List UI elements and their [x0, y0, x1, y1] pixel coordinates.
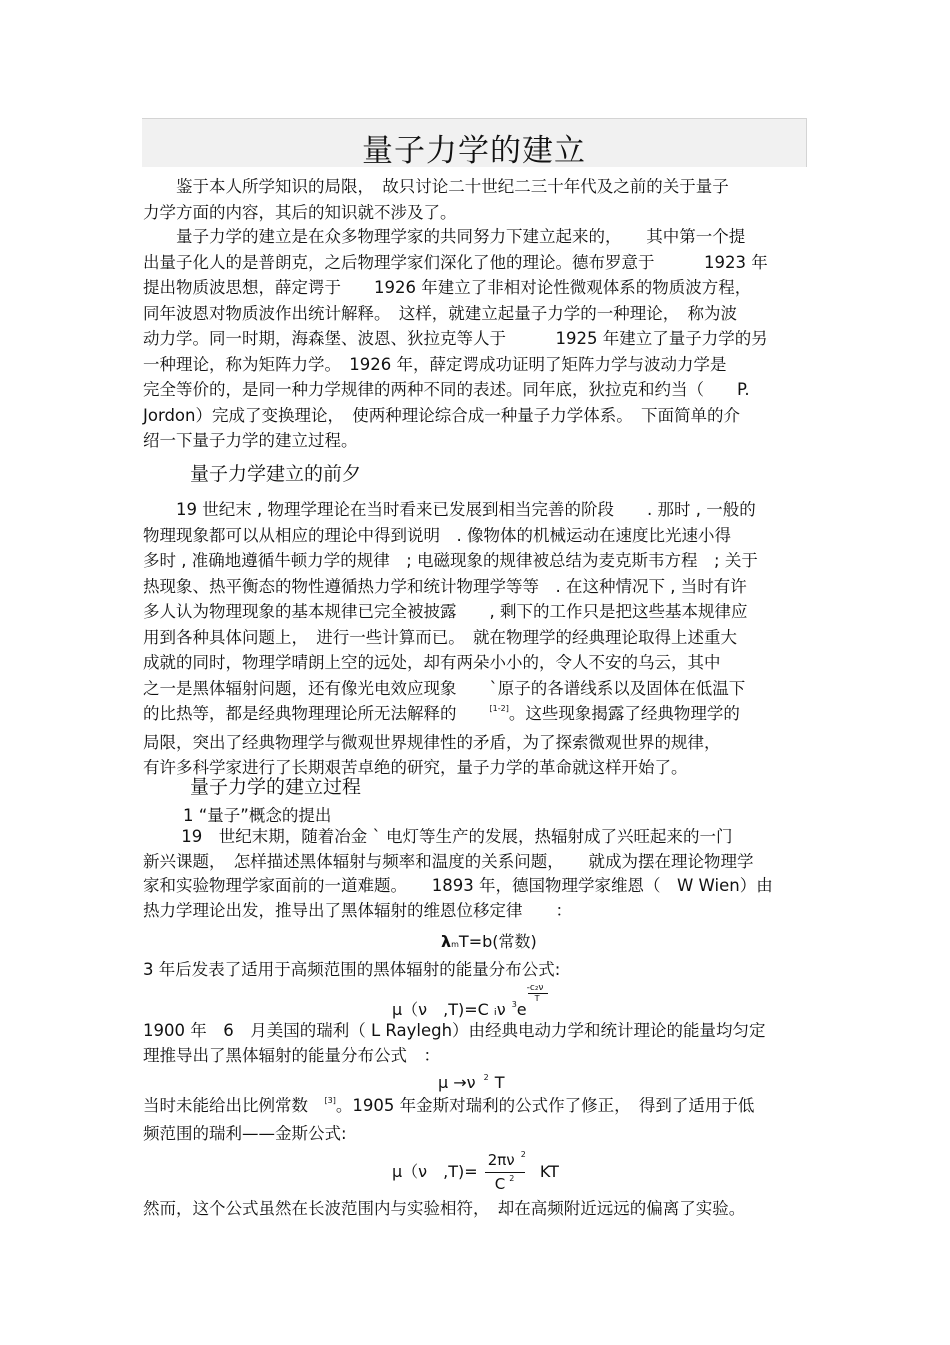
superscript: 2	[483, 1073, 489, 1082]
intro-paragraph-2	[143, 224, 809, 454]
formula-rhs: KT	[539, 1162, 559, 1181]
text-fragment: 。1905 年金斯对瑞利的公式作了修正， 得到了适用于低	[335, 1096, 755, 1115]
text-line	[143, 1094, 809, 1122]
fraction-bar	[485, 1172, 525, 1173]
superscript: 2	[520, 1149, 526, 1159]
wien-intro-line: 3 年后发表了适用于高频范围的黑体辐射的能量分布公式:	[143, 960, 561, 979]
formula-text: T	[494, 1073, 505, 1092]
text-line	[143, 701, 809, 730]
subsection-heading-quantum: 1 “量子”概念的提出	[183, 806, 332, 825]
text-line: 多人认为物理现象的基本规律已完全被披露 , 剩下的工作只是把这些基本规律应	[143, 602, 748, 621]
text-line: 热现象、热平衡态的物性遵循热力学和统计物理学等等 . 在这种情况下 , 当时有许	[143, 576, 747, 596]
denominator-text: C	[494, 1174, 506, 1193]
wien-displacement-formula	[441, 929, 537, 952]
formula-text: T=b(常数)	[458, 932, 537, 951]
superscript: 3	[511, 1000, 517, 1009]
superscript: 2	[509, 1173, 515, 1183]
text-line: 提出物质波思想，薛定谔于 1926 年建立了非相对论性微观体系的物质波方程，	[143, 278, 752, 297]
numerator-text: 2πν	[487, 1150, 515, 1169]
lambda-symbol: λ	[441, 932, 452, 951]
text-line: 完全等价的，是同一种力学规律的两种不同的表述。同年底，狄拉克和约当（ P.	[143, 380, 750, 399]
text-line: 出量子化人的是普朗克，之后物理学家们深化了他的理论。德布罗意于 1923 年	[143, 252, 768, 272]
text-line: 一种理论，称为矩阵力学。 1926 年，薛定谔成功证明了矩阵力学与波动力学是	[143, 354, 727, 374]
text-fragment: 当时未能给出比例常数	[143, 1096, 325, 1115]
text-line: 同年波恩对物质波作出统计解释。 这样，就建立起量子力学的一种理论， 称为波	[143, 303, 737, 323]
final-line: 然而，这个公式虽然在长波范围内与实验相符， 却在高频附近远远的偏离了实验。	[143, 1199, 746, 1218]
jeans-paragraph	[143, 1094, 809, 1146]
numerator	[488, 1151, 526, 1169]
text-line: 鉴于本人所学知识的局限， 故只讨论二十世纪二三十年代及之前的关于量子	[143, 177, 729, 196]
text-line: 物理现象都可以从相应的理论中得到说明 . 像物体的机械运动在速度比光速小得	[143, 525, 731, 545]
text-line: 局限，突出了经典物理学与微观世界规律性的矛盾，为了探索微观世界的规律，	[143, 732, 721, 752]
formula-lhs: μ（ν ,T)=	[392, 1162, 478, 1181]
rayleigh-paragraph	[143, 1019, 809, 1068]
citation-ref: [3]	[324, 1096, 336, 1105]
exponent	[526, 983, 551, 1015]
text-fragment: 。这些现象揭露了经典物理学的	[508, 704, 740, 723]
formula-text: μ（ν ,T)=C ᵢν	[392, 1000, 506, 1019]
formula-e: e	[516, 1000, 527, 1019]
title-banner	[142, 118, 807, 167]
text-line: 绍一下量子力学的建立过程。	[143, 431, 358, 450]
text-line: 频范围的瑞利——金斯公式:	[143, 1123, 347, 1143]
exponent-denominator: T	[534, 994, 540, 1003]
page-title: 量子力学的建立	[362, 133, 586, 169]
text-line: 1900 年 6 月美国的瑞利（ L Raylegh）由经典电动力学和统计理论的能量均匀定	[143, 1021, 766, 1040]
text-line: 19 世纪末 , 物理学理论在当时看来已发展到相当完善的阶段 . 那时 , 一般的	[143, 500, 756, 519]
text-line: 力学方面的内容，其后的知识就不涉及了。	[143, 202, 457, 222]
text-line: 热力学理论出发，推导出了黑体辐射的维恩位移定律 ：	[143, 900, 572, 920]
text-line: Jordon）完成了变换理论， 使两种理论综合成一种量子力学体系。 下面简单的介	[143, 405, 740, 425]
section-heading-eve: 量子力学建立的前夕	[190, 463, 362, 485]
section-heading-establishment: 量子力学的建立过程	[190, 776, 362, 798]
text-line: 之一是黑体辐射问题，还有像光电效应现象 `原子的各谱线系以及固体在低温下	[143, 678, 746, 698]
exponent-numerator: -c₂ν	[526, 983, 544, 993]
text-line: 量子力学的建立是在众多物理学家的共同努力下建立起来的， 其中第一个提	[143, 227, 746, 246]
text-line: 新兴课题， 怎样描述黑体辐射与频率和温度的关系问题， 就成为摆在理论物理学	[143, 851, 754, 871]
subscript: m	[451, 940, 459, 949]
text-line: 用到各种具体问题上， 进行一些计算而已。 就在物理学的经典理论取得上述重大	[143, 627, 737, 647]
denominator	[495, 1175, 515, 1193]
formula-text: μ →ν	[438, 1073, 476, 1092]
text-line: 多时 , 准确地遵循牛顿力学的规律 ; 电磁现象的规律被总结为麦克斯韦方程 ; 关于	[143, 551, 758, 570]
section2-paragraph	[143, 825, 809, 923]
text-line: 19 世纪末期，随着冶金 ` 电灯等生产的发展，热辐射成了兴旺起来的一门	[143, 827, 733, 846]
text-line: 理推导出了黑体辐射的能量分布公式 ：	[143, 1045, 440, 1065]
text-line: 动力学。同一时期，海森堡、波恩、狄拉克等人于 1925 年建立了量子力学的另	[143, 329, 768, 348]
text-line: 成就的同时，物理学晴朗上空的远处，却有两朵小小的，令人不安的乌云，其中	[143, 653, 721, 672]
section1-paragraph	[143, 497, 809, 781]
rayleigh-jeans-formula	[392, 1149, 559, 1193]
text-line: 有许多科学家进行了长期艰苦卓绝的研究，量子力学的革命就这样开始了。	[143, 758, 688, 777]
wien-distribution-formula	[392, 983, 551, 1020]
rayleigh-formula	[438, 1073, 504, 1092]
citation-ref: [1-2]	[489, 704, 509, 713]
intro-paragraph-1	[143, 174, 809, 225]
text-fragment: 的比热等，都是经典物理理论所无法解释的	[143, 704, 490, 723]
text-line: 家和实验物理学家面前的一道难题。 1893 年，德国物理学家维恩（ W Wien）由	[143, 876, 773, 895]
